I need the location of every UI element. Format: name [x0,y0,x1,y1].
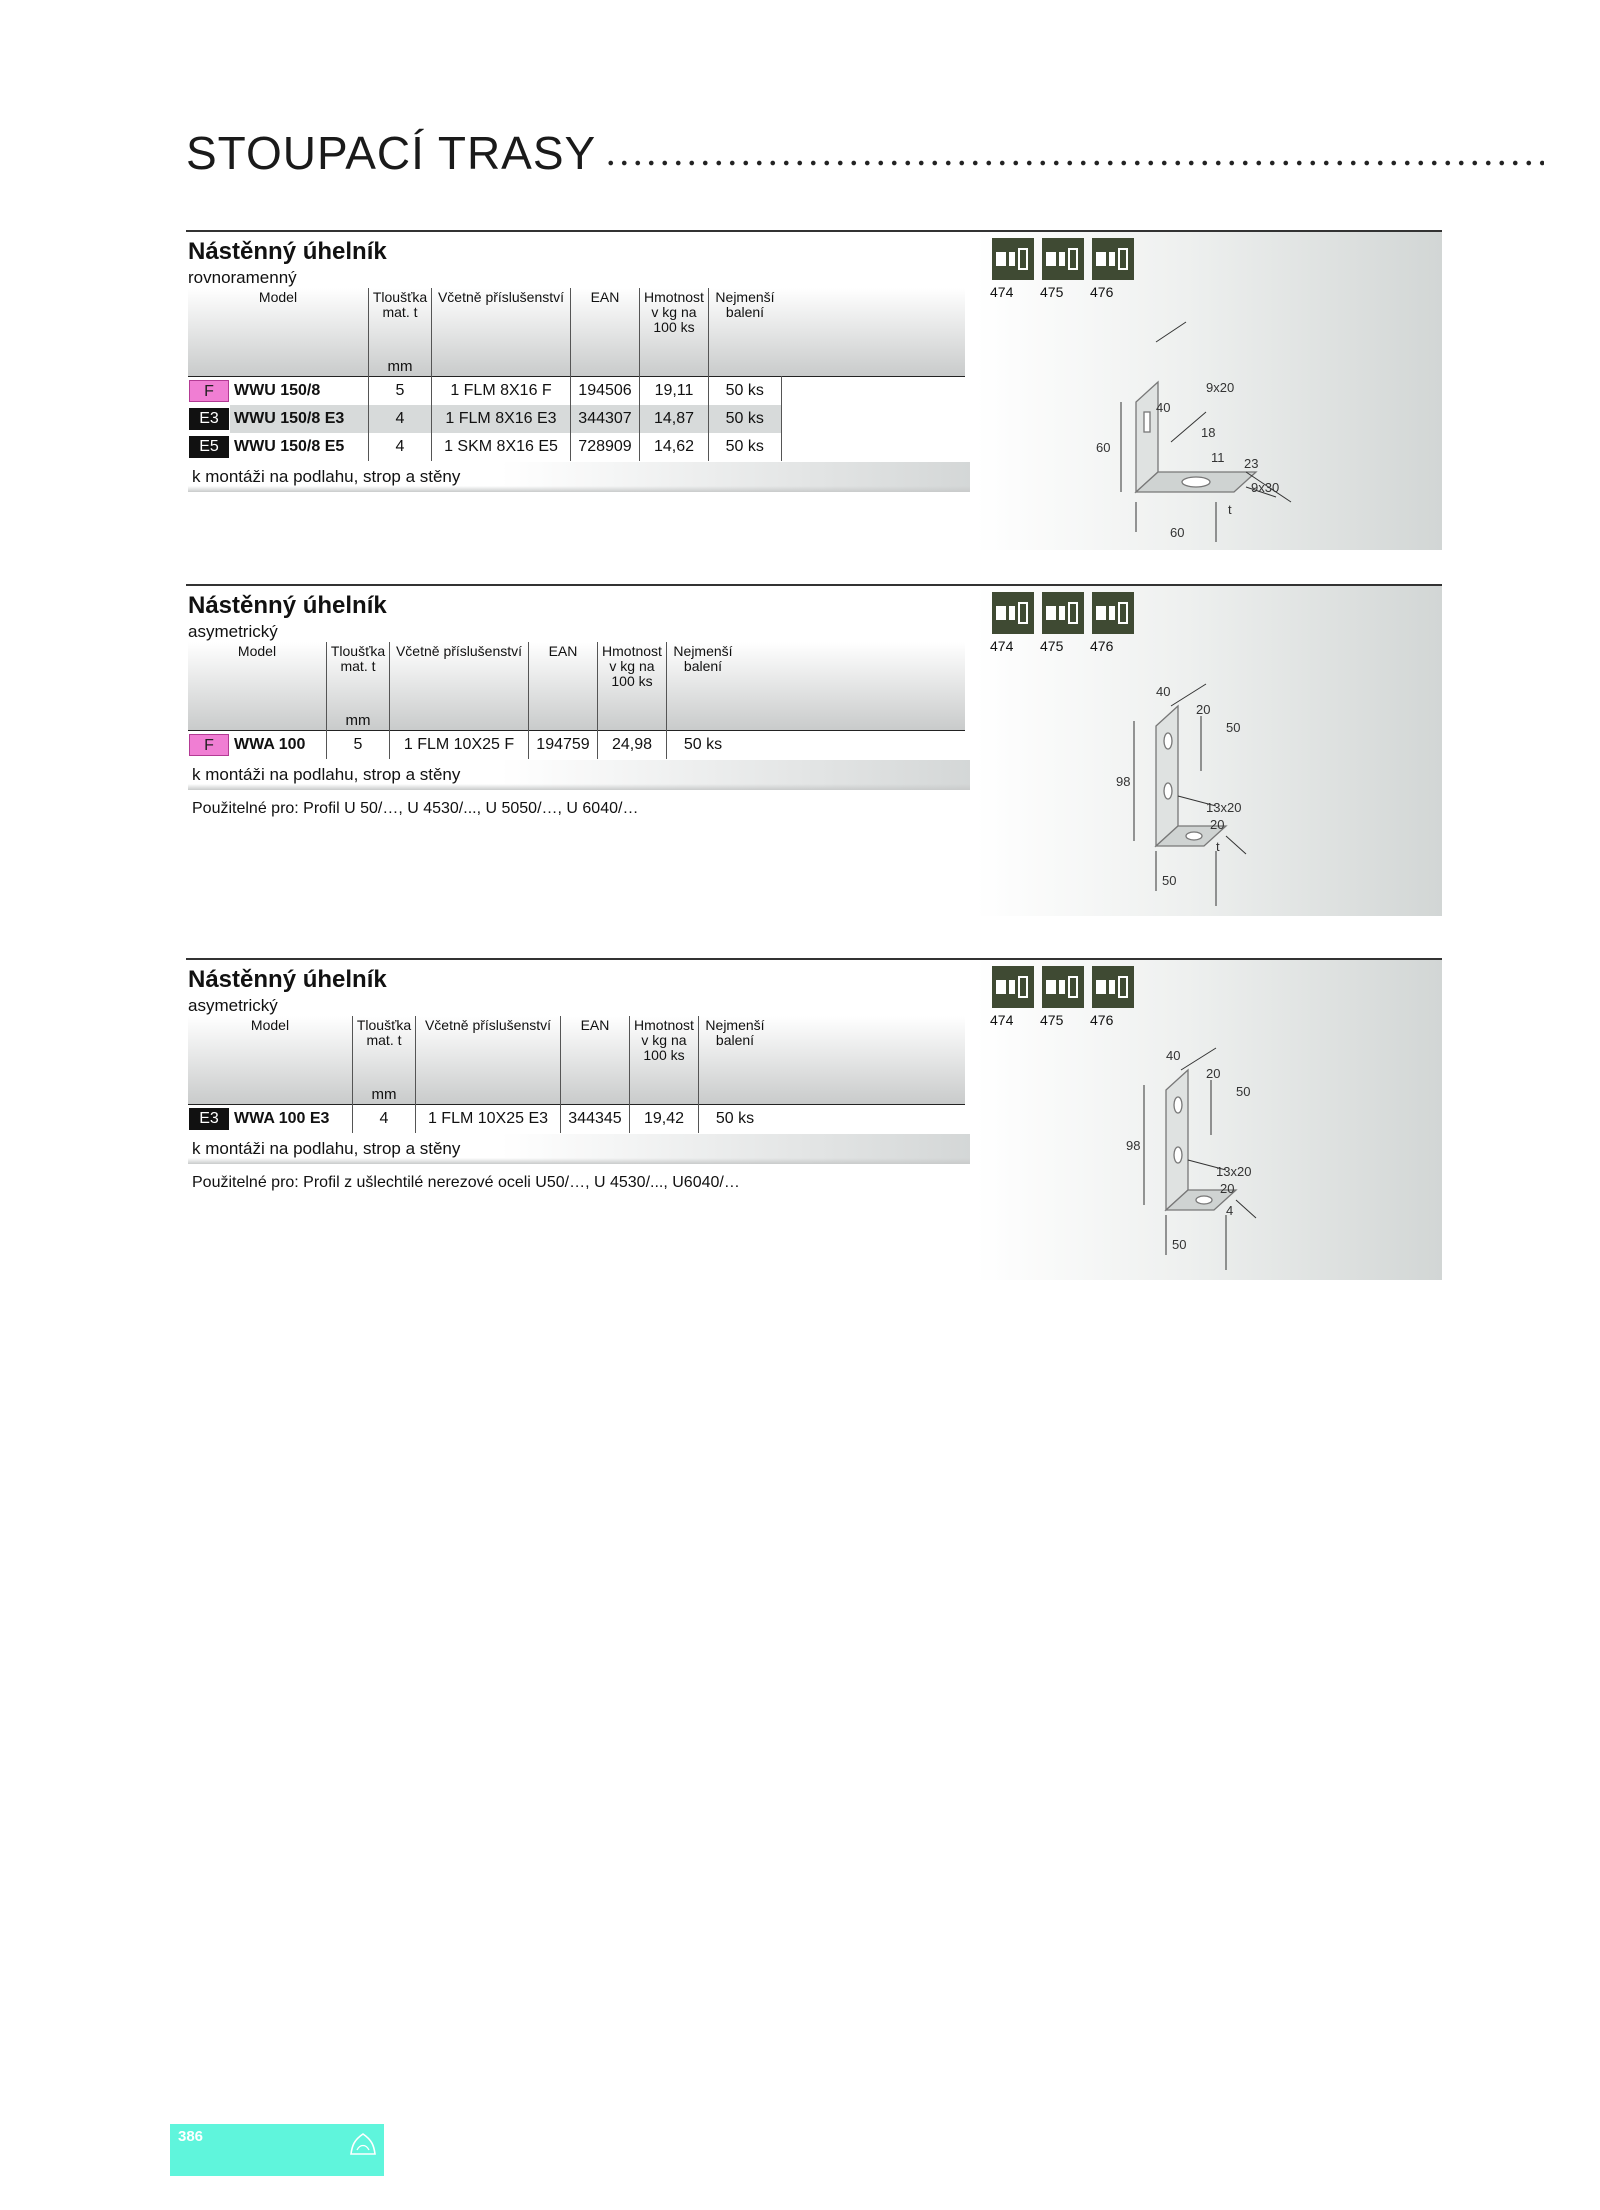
dimension-label: 20 [1210,817,1225,832]
dimension-labels [1096,380,1279,540]
icon-number: 474 [990,1012,1014,1028]
finish-badge: E3 [189,408,229,430]
packing-cell: 50 ks [709,433,782,461]
table-row [188,405,965,433]
bracket-drawing [1116,676,1416,916]
dimension-label: 60 [1096,440,1111,455]
leaf-logo-icon [348,2130,378,2158]
dimension-label: 40 [1166,1048,1181,1063]
col-header-weight: Hmotnost v kg na 100 ks [640,288,709,377]
page-number: 386 [178,2128,204,2145]
included-cell: 1 FLM 10X25 F [390,731,529,760]
col-header-model: Model [188,288,369,377]
mounting-note: k montáži na podlahu, strop a stěny [188,1134,970,1164]
icon-number: 475 [1040,284,1064,300]
icon-number: 474 [990,638,1014,654]
included-cell: 1 FLM 8X16 F [432,377,571,406]
thickness-cell: 4 [369,405,432,433]
table-row [188,433,965,461]
dimension-labels [1116,684,1241,888]
model-cell: WWU 150/8 E5 [234,438,345,455]
col-header-thickness: Tloušťka mat. t mm [327,642,390,731]
section-title: Nástěnný úhelník [188,592,387,619]
col-header-packing: Nejmenší balení [667,642,740,731]
product-table [188,288,965,461]
packing-cell: 50 ks [709,405,782,433]
dimension-label: 98 [1126,1138,1141,1153]
dimension-label: 50 [1172,1237,1187,1252]
ean-cell: 344345 [561,1105,630,1134]
icon-number: 476 [1090,638,1114,654]
dimension-label: 13x20 [1216,1164,1252,1179]
col-header-included: Včetně příslušenství [390,642,529,731]
bracket-drawing [1096,302,1426,542]
dimension-label: 20 [1220,1181,1235,1196]
weight-cell: 24,98 [598,731,667,760]
dimension-label: 50 [1162,873,1177,888]
finish-badge: F [189,380,229,402]
weight-cell: 19,42 [630,1105,699,1134]
col-header-ean: EAN [529,642,598,731]
installation-475-icon [1042,238,1084,280]
weight-cell: 14,62 [640,433,709,461]
table-row [188,1105,965,1134]
thickness-cell: 4 [353,1105,416,1134]
thickness-cell: 5 [369,377,432,406]
section-title: Nástěnný úhelník [188,238,387,265]
packing-cell: 50 ks [709,377,782,406]
product-image-panel [976,960,1442,1280]
usable-for-note: Použitelné pro: Profil z ušlechtilé nerezové oceli U50/…, U 4530/..., U6040/… [192,1174,740,1191]
installation-475-icon [1042,966,1084,1008]
col-header-ean: EAN [561,1016,630,1105]
dimension-labels [1126,1048,1251,1252]
icon-number: 475 [1040,638,1064,654]
dimension-label: 50 [1226,720,1241,735]
section-subtitle: asymetrický [188,996,278,1015]
section-subtitle: asymetrický [188,622,278,641]
product-image-panel [976,232,1442,550]
ean-cell: 728909 [571,433,640,461]
dimension-label: 9x20 [1206,380,1235,395]
dimension-label: 11 [1211,450,1225,465]
weight-cell: 14,87 [640,405,709,433]
included-cell: 1 FLM 10X25 E3 [416,1105,561,1134]
included-cell: 1 FLM 8X16 E3 [432,405,571,433]
table-row [188,731,965,760]
icon-number: 474 [990,284,1014,300]
page-title: STOUPACÍ TRASY [186,127,597,179]
col-header-model: Model [188,642,327,731]
model-cell: WWA 100 E3 [234,1110,330,1127]
col-header-included: Včetně příslušenství [432,288,571,377]
section-subtitle: rovnoramenný [188,268,297,287]
packing-cell: 50 ks [667,731,740,760]
dimension-label: 60 [1170,525,1185,540]
product-section-wwa-e3 [186,958,1442,1288]
dimension-label: 13x20 [1206,800,1242,815]
installation-476-icon [1092,592,1134,634]
dimension-label: t [1228,502,1232,517]
installation-474-icon [992,966,1034,1008]
installation-476-icon [1092,238,1134,280]
usable-for-note: Použitelné pro: Profil U 50/…, U 4530/..., U 5050/…, U 6040/… [192,800,639,817]
dimension-label: 40 [1156,684,1171,699]
dimension-label: 9x30 [1251,480,1280,495]
dimension-label: 20 [1206,1066,1221,1081]
product-table [188,642,965,759]
installation-474-icon [992,238,1034,280]
finish-badge: E3 [189,1108,229,1130]
finish-badge: E5 [189,436,229,458]
ean-cell: 194759 [529,731,598,760]
ean-cell: 194506 [571,377,640,406]
model-cell: WWU 150/8 [234,382,321,399]
dimension-label: 98 [1116,774,1131,789]
section-title: Nástěnný úhelník [188,966,387,993]
installation-475-icon [1042,592,1084,634]
title-dot-leader [604,158,1544,168]
icon-number: 476 [1090,284,1114,300]
product-image-panel [976,586,1442,916]
dimension-label: 20 [1196,702,1211,717]
installation-474-icon [992,592,1034,634]
dimension-label: t [1216,839,1220,854]
bracket-drawing [1126,1040,1426,1280]
col-header-weight: Hmotnost v kg na 100 ks [630,1016,699,1105]
installation-476-icon [1092,966,1134,1008]
col-header-weight: Hmotnost v kg na 100 ks [598,642,667,731]
dimension-label: 4 [1226,1203,1234,1218]
dimension-label: 50 [1236,1084,1251,1099]
product-section-wwu [186,230,1442,550]
mounting-note: k montáži na podlahu, strop a stěny [188,760,970,790]
page-number-block [170,2124,384,2176]
col-header-thickness: Tloušťka mat. t mm [353,1016,416,1105]
col-header-packing: Nejmenší balení [699,1016,772,1105]
table-row [188,377,965,406]
dimension-label: 23 [1244,456,1259,471]
packing-cell: 50 ks [699,1105,772,1134]
product-section-wwa [186,584,1442,924]
col-header-ean: EAN [571,288,640,377]
thickness-cell: 4 [369,433,432,461]
thickness-cell: 5 [327,731,390,760]
dimension-label: 40 [1156,400,1171,415]
model-cell: WWU 150/8 E3 [230,405,369,433]
icon-number: 476 [1090,1012,1114,1028]
included-cell: 1 SKM 8X16 E5 [432,433,571,461]
mounting-note: k montáži na podlahu, strop a stěny [188,462,970,492]
product-table [188,1016,965,1133]
ean-cell: 344307 [571,405,640,433]
weight-cell: 19,11 [640,377,709,406]
col-header-included: Včetně příslušenství [416,1016,561,1105]
col-header-packing: Nejmenší balení [709,288,782,377]
col-header-thickness: Tloušťka mat. t mm [369,288,432,377]
dimension-label: 18 [1201,425,1216,440]
icon-number: 475 [1040,1012,1064,1028]
finish-badge: F [189,734,229,756]
model-cell: WWA 100 [234,736,306,753]
col-header-model: Model [188,1016,353,1105]
